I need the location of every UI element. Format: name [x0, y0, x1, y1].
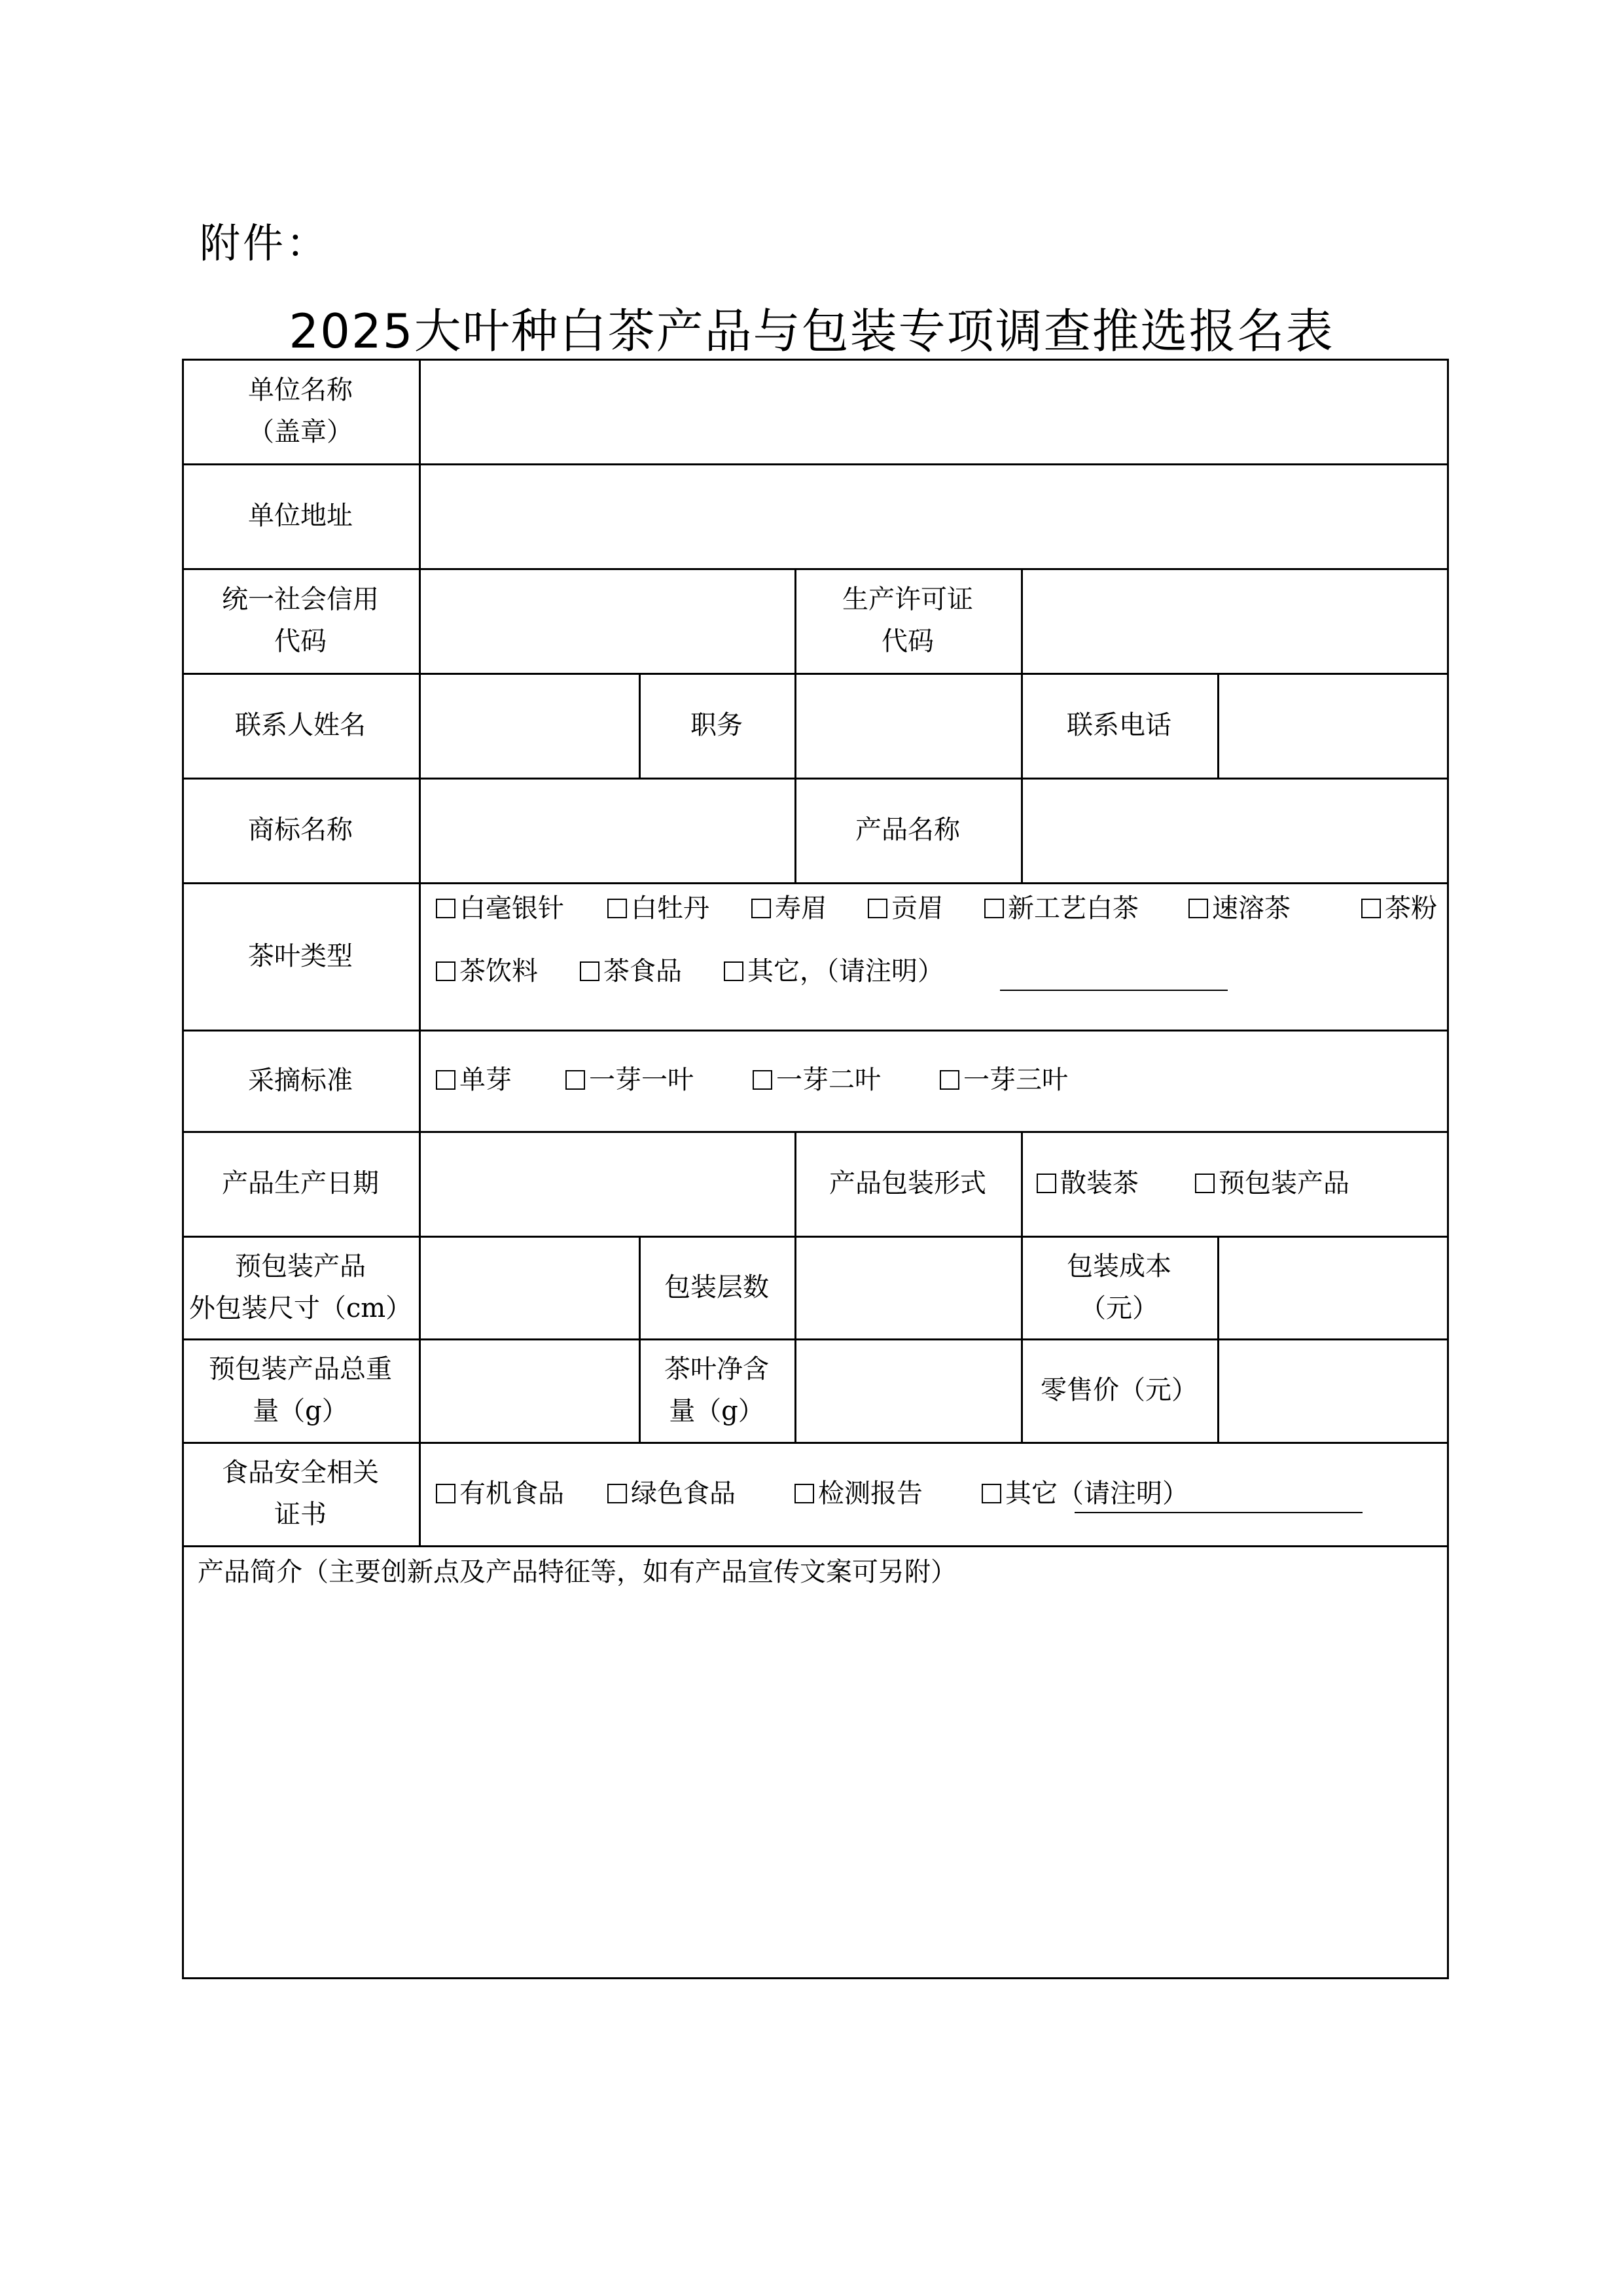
picking-option[interactable]	[940, 1059, 1068, 1101]
checkbox-icon[interactable]	[724, 961, 743, 981]
pack-form-label-text: 产品包装形式	[829, 1168, 986, 1198]
tea-type-other-note: （请注明）	[826, 956, 944, 986]
checkbox-icon[interactable]	[436, 961, 455, 981]
tea-type-option-label: 其它，	[747, 956, 826, 986]
unit-address-field[interactable]	[421, 465, 1447, 568]
tea-type-option[interactable]	[436, 950, 538, 992]
unit-name-label	[182, 359, 419, 463]
product-name-label	[794, 778, 1021, 882]
certificate-label-line2: 证书	[274, 1499, 327, 1530]
unit-address-label-text: 单位地址	[248, 501, 353, 531]
table-border-bottom	[182, 1977, 1449, 1979]
net-content-field[interactable]	[796, 1340, 1021, 1442]
total-weight-label	[182, 1338, 419, 1442]
phone-label-text: 联系电话	[1067, 710, 1171, 740]
certificate-label	[182, 1442, 419, 1545]
retail-price-label	[1021, 1338, 1217, 1442]
pack-size-label-line2: 外包装尺寸（cm）	[188, 1293, 412, 1323]
product-name-field[interactable]	[1023, 780, 1447, 882]
phone-field[interactable]	[1219, 675, 1447, 778]
tea-type-option[interactable]	[984, 888, 1139, 929]
checkbox-icon[interactable]	[1188, 899, 1208, 918]
tea-type-option-label: 白牡丹	[631, 893, 709, 924]
picking-option-label: 单芽	[459, 1065, 512, 1095]
picking-option-label: 一芽三叶	[963, 1065, 1068, 1095]
row-line	[182, 1545, 1449, 1547]
pack-layers-field[interactable]	[796, 1238, 1021, 1338]
certificate-label-line1: 食品安全相关	[222, 1458, 379, 1488]
certificate-option-label: 其它	[1005, 1479, 1058, 1509]
credit-code-label-line1: 统一社会信用	[222, 584, 379, 615]
contact-name-label-text: 联系人姓名	[235, 710, 366, 740]
total-weight-label-line2: 量（g）	[253, 1396, 348, 1426]
checkbox-icon[interactable]	[607, 899, 627, 918]
product-name-label-text: 产品名称	[855, 815, 960, 845]
tea-type-option[interactable]	[751, 888, 827, 929]
picking-option[interactable]	[753, 1059, 881, 1101]
checkbox-icon[interactable]	[794, 1484, 814, 1503]
product-intro-field[interactable]	[184, 1596, 1447, 1975]
contact-name-field[interactable]	[421, 675, 639, 778]
checkbox-icon[interactable]	[868, 899, 887, 918]
certificate-option[interactable]	[794, 1473, 923, 1515]
pack-cost-label-line2: （元）	[1080, 1293, 1158, 1323]
picking-standard-label-text: 采摘标准	[248, 1065, 353, 1096]
picking-option-label: 一芽二叶	[776, 1065, 881, 1095]
unit-name-field[interactable]	[421, 361, 1447, 463]
tea-type-option-other[interactable]	[724, 950, 944, 992]
pack-size-label-line1: 预包装产品	[235, 1251, 366, 1282]
certificate-other-underline[interactable]	[1075, 1512, 1363, 1513]
tea-type-option[interactable]	[1361, 888, 1437, 929]
unit-address-label	[182, 463, 419, 568]
retail-price-label-text: 零售价（元）	[1041, 1375, 1198, 1405]
checkbox-icon[interactable]	[436, 1070, 455, 1090]
tea-type-option-label: 寿眉	[775, 893, 827, 924]
picking-standard-label	[182, 1030, 419, 1131]
form-title: 2025大叶种白茶产品与包装专项调查推选报名表	[289, 304, 1334, 359]
tea-type-option[interactable]	[607, 888, 709, 929]
checkbox-icon[interactable]	[436, 1484, 455, 1503]
pack-layers-label-text: 包装层数	[664, 1272, 769, 1302]
credit-code-field[interactable]	[421, 570, 794, 673]
picking-option[interactable]	[436, 1059, 512, 1101]
certificate-other-note: （请注明）	[1058, 1479, 1188, 1509]
pack-form-label	[794, 1131, 1021, 1236]
tea-type-option-label: 速溶茶	[1212, 893, 1291, 924]
tea-type-option-label: 茶食品	[603, 956, 682, 986]
checkbox-icon[interactable]	[580, 961, 599, 981]
tea-type-option[interactable]	[580, 950, 682, 992]
credit-code-label-line2: 代码	[274, 626, 327, 656]
net-content-label	[639, 1338, 794, 1442]
pack-cost-field[interactable]	[1219, 1238, 1447, 1338]
checkbox-icon[interactable]	[436, 899, 455, 918]
col-line	[1021, 1131, 1023, 1238]
pack-form-option-label: 散装茶	[1060, 1168, 1139, 1198]
license-code-field[interactable]	[1023, 570, 1447, 673]
pack-form-option[interactable]	[1037, 1162, 1139, 1204]
retail-price-field[interactable]	[1219, 1340, 1447, 1442]
certificate-option-other[interactable]	[982, 1473, 1188, 1515]
certificate-option-label: 检测报告	[818, 1479, 923, 1509]
certificate-option-label: 绿色食品	[631, 1479, 736, 1509]
checkbox-icon[interactable]	[607, 1484, 627, 1503]
tea-type-option[interactable]	[436, 888, 564, 929]
tea-type-label	[182, 882, 419, 1030]
tea-type-option-label: 贡眉	[891, 893, 944, 924]
checkbox-icon[interactable]	[940, 1070, 959, 1090]
certificate-option-label: 有机食品	[459, 1479, 564, 1509]
tea-type-option[interactable]	[1188, 888, 1291, 929]
unit-name-label-line2: （盖章）	[248, 417, 353, 447]
trademark-label	[182, 778, 419, 882]
position-label	[639, 673, 794, 778]
license-code-label	[794, 568, 1021, 673]
checkbox-icon[interactable]	[565, 1070, 585, 1090]
total-weight-label-line1: 预包装产品总重	[209, 1354, 392, 1384]
tea-type-other-underline[interactable]	[1000, 990, 1228, 991]
trademark-field[interactable]	[421, 780, 794, 882]
pack-layers-label	[639, 1236, 794, 1338]
production-date-field[interactable]	[421, 1133, 794, 1236]
tea-type-label-text: 茶叶类型	[248, 941, 353, 971]
position-label-text: 职务	[690, 710, 743, 740]
net-content-label-line1: 茶叶净含	[664, 1354, 769, 1384]
license-code-label-line1: 生产许可证	[842, 584, 973, 615]
net-content-label-line2: 量（g）	[669, 1396, 764, 1426]
attachment-label: 附件：	[200, 219, 330, 267]
certificate-option[interactable]	[436, 1473, 564, 1515]
tea-type-option-label: 白毫银针	[459, 893, 564, 924]
checkbox-icon[interactable]	[753, 1070, 772, 1090]
pack-form-option[interactable]	[1195, 1162, 1349, 1204]
checkbox-icon[interactable]	[982, 1484, 1001, 1503]
registration-form-table	[182, 359, 1449, 1979]
production-date-label	[182, 1131, 419, 1236]
picking-option-label: 一芽一叶	[589, 1065, 694, 1095]
checkbox-icon[interactable]	[984, 899, 1004, 918]
table-border-right	[1447, 359, 1449, 1979]
production-date-label-text: 产品生产日期	[222, 1168, 379, 1198]
pack-cost-label	[1021, 1236, 1217, 1338]
product-intro-label: 产品简介（主要创新点及产品特征等，如有产品宣传文案可另附）	[198, 1557, 957, 1587]
checkbox-icon[interactable]	[1037, 1174, 1056, 1193]
trademark-label-text: 商标名称	[248, 815, 353, 845]
picking-option[interactable]	[565, 1059, 694, 1101]
tea-type-option-label: 新工艺白茶	[1008, 893, 1139, 924]
checkbox-icon[interactable]	[1361, 899, 1381, 918]
credit-code-label	[182, 568, 419, 673]
pack-size-label	[182, 1236, 419, 1338]
total-weight-field[interactable]	[421, 1340, 639, 1442]
checkbox-icon[interactable]	[751, 899, 771, 918]
pack-size-field[interactable]	[421, 1238, 639, 1338]
pack-form-option-label: 预包装产品	[1219, 1168, 1349, 1198]
position-field[interactable]	[796, 675, 1021, 778]
license-code-label-line2: 代码	[882, 626, 934, 656]
phone-label	[1021, 673, 1217, 778]
checkbox-icon[interactable]	[1195, 1174, 1215, 1193]
unit-name-label-line1: 单位名称	[248, 375, 353, 405]
tea-type-option-label: 茶饮料	[459, 956, 538, 986]
tea-type-option[interactable]	[868, 888, 944, 929]
tea-type-option-label: 茶粉	[1385, 893, 1437, 924]
contact-name-label	[182, 673, 419, 778]
certificate-option[interactable]	[607, 1473, 736, 1515]
pack-cost-label-line1: 包装成本	[1067, 1251, 1171, 1282]
